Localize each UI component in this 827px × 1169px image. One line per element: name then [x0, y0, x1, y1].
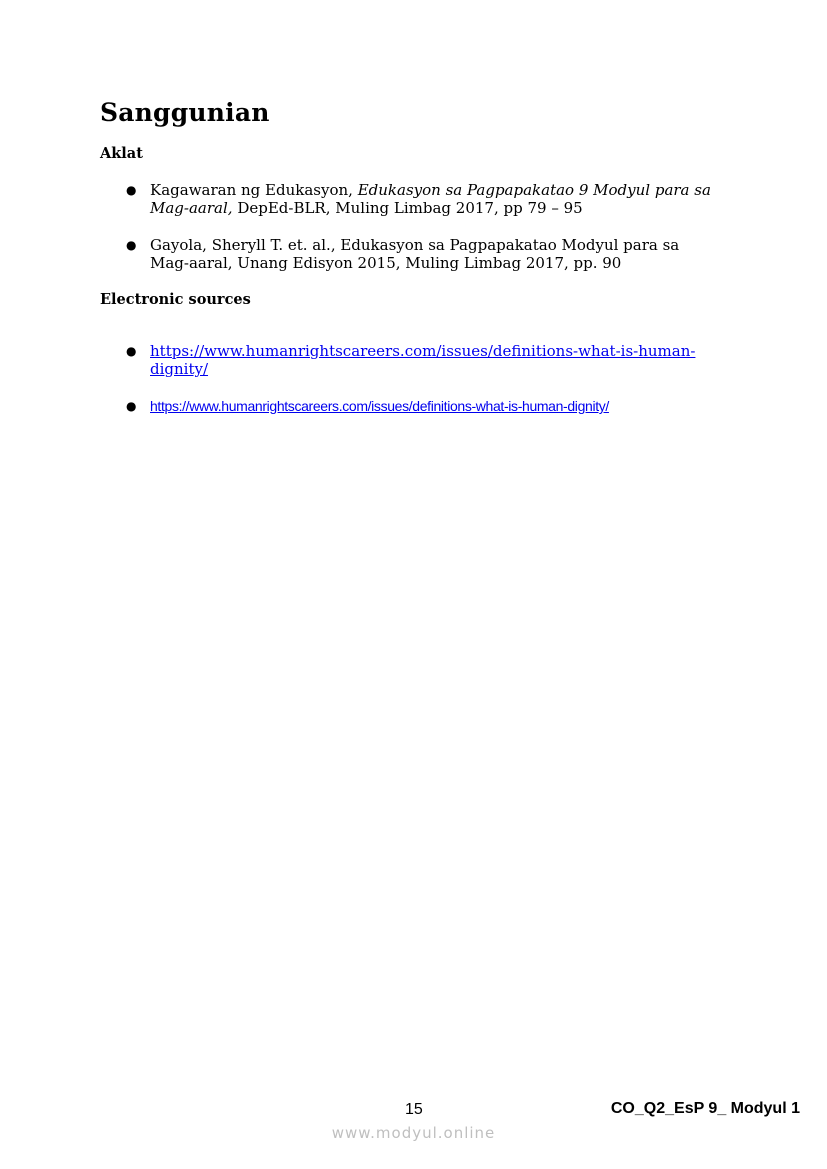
electronic-sources-list	[100, 342, 720, 434]
book-1-author: Kagawaran ng Edukasyon,	[150, 181, 358, 199]
electronic-source-1	[100, 342, 720, 378]
bullet-icon: ●	[126, 344, 137, 358]
books-section-title: Aklat	[100, 145, 143, 162]
electronic-section-title: Electronic sources	[100, 291, 251, 308]
bullet-icon: ●	[126, 183, 137, 197]
source-link-2[interactable]: https://www.humanrightscareers.com/issues/definitions-what-is-human-dignity/	[150, 398, 609, 414]
watermark: www.modyul.online	[331, 1124, 496, 1142]
book-1-details: DepEd-BLR, Muling Limbag 2017, pp 79 – 95	[232, 199, 583, 217]
book-reference-2	[100, 236, 720, 272]
books-list	[100, 181, 720, 291]
book-1-title: Edukasyon sa Pagpapakatao 9 Modyul para sa Mag-aaral,	[150, 181, 711, 217]
electronic-source-2	[100, 397, 720, 415]
bullet-icon: ●	[126, 399, 137, 413]
page-number: 15	[405, 1101, 423, 1118]
book-2-text: Gayola, Sheryll T. et. al., Edukasyon sa Pagpapakatao Modyul para sa Mag-aaral, Unang Edisyon 2015, Muling Limbag 2017, pp. 90	[150, 236, 680, 272]
book-reference-1	[100, 181, 720, 217]
module-code: CO_Q2_EsP 9_ Modyul 1	[610, 1100, 800, 1117]
page-title: Sanggunian	[100, 98, 270, 127]
bullet-icon: ●	[126, 238, 137, 252]
source-link-1[interactable]: https://www.humanrightscareers.com/issues/definitions-what-is-human-dignity/	[150, 342, 696, 378]
